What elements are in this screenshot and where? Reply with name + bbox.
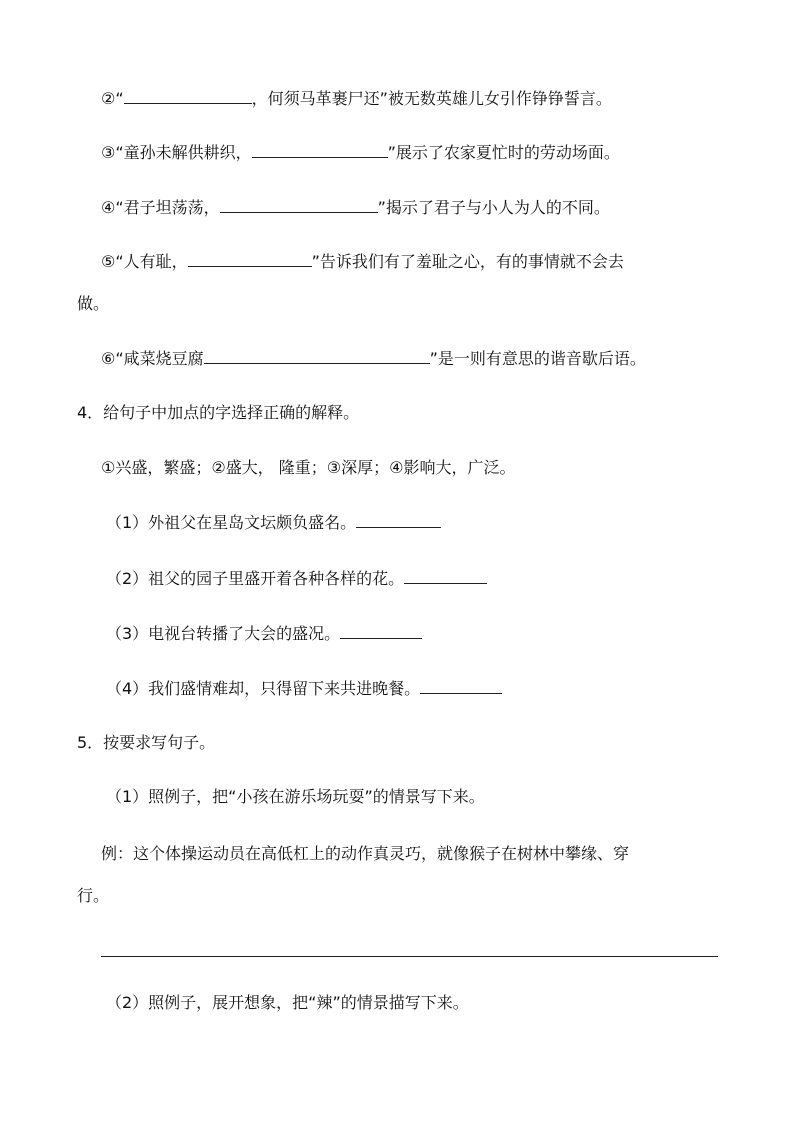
item-2-prefix: ②“ — [101, 89, 124, 108]
item-6-dash — [204, 352, 240, 364]
section-5-task-2: （2）照例子，展开想象，把“辣”的情景描写下来。 — [106, 993, 469, 1012]
item-6-blank[interactable] — [240, 347, 430, 364]
item-2-blank[interactable] — [124, 87, 252, 104]
item-6 — [101, 347, 646, 370]
item-4-suffix: ”揭示了君子与小人为人的不同。 — [377, 198, 610, 217]
sentence-3-text: （3）电视台转播了大会的盛况。 — [106, 624, 341, 643]
sentence-4-blank[interactable] — [420, 677, 502, 694]
section-5-task-1: （1）照例子，把“小孩在游乐场玩耍”的情景写下来。 — [106, 787, 485, 806]
sentence-2-blank[interactable] — [404, 567, 487, 584]
section-5-example-line-2: 行。 — [77, 886, 110, 905]
sentence-4-text: （4）我们盛情难却，只得留下来共进晚餐。 — [106, 679, 421, 698]
item-3-blank[interactable] — [252, 141, 388, 158]
item-5-blank[interactable] — [188, 250, 312, 267]
sentence-3-blank[interactable] — [340, 622, 422, 639]
item-3-prefix: ③“童孙未解供耕织， — [101, 143, 252, 162]
item-5-continuation: 做。 — [77, 294, 110, 313]
section-4-sentence-3 — [106, 622, 422, 645]
sentence-1-text: （1）外祖父在星岛文坛颇负盛名。 — [106, 513, 357, 532]
section-5-example-line-1: 例：这个体操运动员在高低杠上的动作真灵巧，就像猴子在树林中攀缘、穿 — [101, 844, 630, 863]
sentence-2-text: （2）祖父的园子里盛开着各种各样的花。 — [106, 569, 405, 588]
section-4-sentence-2 — [106, 567, 487, 590]
item-2 — [101, 87, 612, 110]
item-6-suffix: ”是一则有意思的谐音歇后语。 — [429, 349, 646, 368]
section-4-title: 4．给句子中加点的字选择正确的解释。 — [77, 403, 360, 422]
item-5 — [101, 250, 624, 273]
item-2-suffix: ，何须马革裹尸还”被无数英雄儿女引作铮铮誓言。 — [251, 89, 612, 108]
item-6-prefix: ⑥“咸菜烧豆腐 — [101, 349, 204, 368]
section-5-title: 5．按要求写句子。 — [77, 733, 216, 752]
item-3 — [101, 141, 620, 164]
sentence-1-blank[interactable] — [356, 511, 441, 528]
answer-line[interactable] — [101, 956, 718, 957]
section-4-sentence-1 — [106, 511, 441, 534]
section-4-sentence-4 — [106, 677, 502, 700]
item-4-prefix: ④“君子坦荡荡， — [101, 198, 220, 217]
item-5-suffix: ”告诉我们有了羞耻之心，有的事情就不会去 — [311, 252, 624, 271]
item-3-suffix: ”展示了农家夏忙时的劳动场面。 — [387, 143, 620, 162]
item-4 — [101, 196, 610, 219]
item-4-blank[interactable] — [220, 196, 378, 213]
section-4-options: ①兴盛，繁盛；②盛大， 隆重；③深厚；④影响大，广泛。 — [101, 458, 516, 477]
item-5-prefix: ⑤“人有耻， — [101, 252, 188, 271]
